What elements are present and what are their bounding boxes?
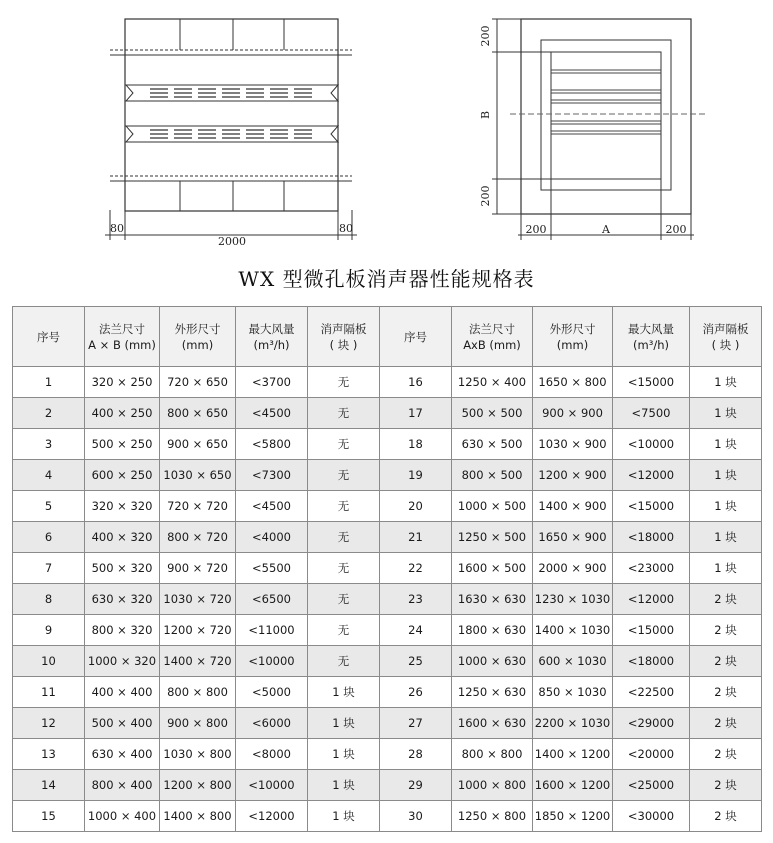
table-cell: 1630 × 630: [452, 584, 533, 615]
table-cell: 4: [13, 460, 85, 491]
table-cell: 2 块: [690, 801, 762, 832]
table-cell: 2 块: [690, 770, 762, 801]
table-cell: 23: [380, 584, 452, 615]
table-cell: 7: [13, 553, 85, 584]
table-cell: 800 × 500: [452, 460, 533, 491]
dim-length: 2000: [218, 235, 246, 248]
table-cell: 1030 × 720: [160, 584, 236, 615]
table-cell: 1400 × 800: [160, 801, 236, 832]
column-header: 最大风量 (m³/h): [236, 307, 308, 367]
table-cell: 850 × 1030: [533, 677, 613, 708]
technical-drawings: [0, 0, 773, 260]
table-cell: 24: [380, 615, 452, 646]
table-cell: 800 × 800: [452, 739, 533, 770]
table-cell: <6500: [236, 584, 308, 615]
table-cell: 29: [380, 770, 452, 801]
table-cell: 1400 × 900: [533, 491, 613, 522]
column-header: 法兰尺寸 AxB (mm): [452, 307, 533, 367]
table-cell: <4500: [236, 398, 308, 429]
table-cell: 1650 × 800: [533, 367, 613, 398]
table-cell: 600 × 1030: [533, 646, 613, 677]
dim-right-frame: 200: [665, 223, 687, 236]
table-cell: 30: [380, 801, 452, 832]
table-cell: 400 × 250: [85, 398, 160, 429]
baffle-bottom: [126, 126, 338, 142]
table-cell: 400 × 320: [85, 522, 160, 553]
table-cell: 1 块: [308, 739, 380, 770]
table-cell: 1250 × 800: [452, 801, 533, 832]
table-cell: 1650 × 900: [533, 522, 613, 553]
table-cell: <6000: [236, 708, 308, 739]
table-cell: <18000: [613, 646, 690, 677]
table-cell: 18: [380, 429, 452, 460]
table-cell: 14: [13, 770, 85, 801]
table-cell: 500 × 400: [85, 708, 160, 739]
table-cell: <29000: [613, 708, 690, 739]
table-cell: 400 × 400: [85, 677, 160, 708]
table-cell: 800 × 720: [160, 522, 236, 553]
table-cell: <8000: [236, 739, 308, 770]
table-cell: 800 × 650: [160, 398, 236, 429]
dim-left-flange: 80: [110, 222, 124, 235]
table-cell: 800 × 800: [160, 677, 236, 708]
table-cell: 1000 × 500: [452, 491, 533, 522]
table-row: [13, 584, 762, 615]
table-body: [13, 367, 762, 832]
table-title: WX 型微孔板消声器性能规格表: [238, 267, 535, 291]
table-cell: 15: [13, 801, 85, 832]
table-cell: <5000: [236, 677, 308, 708]
table-row: [13, 646, 762, 677]
table-cell: 1400 × 720: [160, 646, 236, 677]
table-cell: 1200 × 720: [160, 615, 236, 646]
table-cell: 1 块: [308, 708, 380, 739]
table-cell: 1 块: [690, 522, 762, 553]
table-cell: <15000: [613, 491, 690, 522]
column-header: 序号: [13, 307, 85, 367]
table-cell: 无: [308, 584, 380, 615]
dim-bottom-frame: 200: [479, 185, 492, 207]
baffle-top: [126, 85, 338, 101]
table-cell: 1250 × 500: [452, 522, 533, 553]
table-cell: 720 × 720: [160, 491, 236, 522]
table-row: [13, 460, 762, 491]
table-cell: 800 × 400: [85, 770, 160, 801]
dim-height-b: B: [479, 110, 492, 120]
table-row: [13, 398, 762, 429]
table-row: [13, 801, 762, 832]
table-cell: 1 块: [690, 460, 762, 491]
table-cell: 1 块: [690, 491, 762, 522]
table-cell: 1800 × 630: [452, 615, 533, 646]
table-cell: 2 块: [690, 708, 762, 739]
table-cell: <10000: [236, 770, 308, 801]
table-cell: <12000: [613, 460, 690, 491]
table-row: [13, 739, 762, 770]
table-cell: 2 块: [690, 677, 762, 708]
dim-width-a: A: [602, 223, 610, 236]
table-cell: 2 块: [690, 584, 762, 615]
table-cell: 600 × 250: [85, 460, 160, 491]
table-cell: <15000: [613, 367, 690, 398]
table-cell: 10: [13, 646, 85, 677]
table-row: [13, 429, 762, 460]
table-cell: 13: [13, 739, 85, 770]
table-cell: 2 块: [690, 739, 762, 770]
table-cell: 1 块: [690, 398, 762, 429]
side-view-drawing: [105, 19, 357, 240]
table-cell: 1200 × 900: [533, 460, 613, 491]
table-cell: <12000: [613, 584, 690, 615]
table-cell: 无: [308, 429, 380, 460]
table-cell: <4500: [236, 491, 308, 522]
table-cell: 无: [308, 460, 380, 491]
front-view-drawing: [492, 19, 705, 240]
dim-top-frame: 200: [479, 25, 492, 47]
table-cell: <10000: [613, 429, 690, 460]
table-cell: <30000: [613, 801, 690, 832]
table-cell: 1 块: [308, 677, 380, 708]
table-cell: <7500: [613, 398, 690, 429]
table-cell: 1000 × 320: [85, 646, 160, 677]
table-cell: 1030 × 650: [160, 460, 236, 491]
table-row: [13, 491, 762, 522]
table-cell: 20: [380, 491, 452, 522]
table-cell: 720 × 650: [160, 367, 236, 398]
table-cell: 1400 × 1030: [533, 615, 613, 646]
table-cell: 900 × 800: [160, 708, 236, 739]
table-cell: 21: [380, 522, 452, 553]
table-cell: 28: [380, 739, 452, 770]
table-cell: 无: [308, 646, 380, 677]
table-row: [13, 367, 762, 398]
table-cell: 1230 × 1030: [533, 584, 613, 615]
table-cell: 16: [380, 367, 452, 398]
table-cell: 1600 × 1200: [533, 770, 613, 801]
table-cell: 1000 × 400: [85, 801, 160, 832]
table-cell: 无: [308, 522, 380, 553]
table-cell: 1: [13, 367, 85, 398]
table-cell: 2000 × 900: [533, 553, 613, 584]
table-cell: 320 × 250: [85, 367, 160, 398]
table-cell: 1 块: [690, 553, 762, 584]
table-row: [13, 615, 762, 646]
table-cell: <15000: [613, 615, 690, 646]
table-cell: 500 × 250: [85, 429, 160, 460]
table-cell: 1000 × 800: [452, 770, 533, 801]
table-cell: <20000: [613, 739, 690, 770]
table-cell: 630 × 400: [85, 739, 160, 770]
table-cell: 无: [308, 491, 380, 522]
table-cell: <23000: [613, 553, 690, 584]
table-row: [13, 677, 762, 708]
table-cell: 1600 × 630: [452, 708, 533, 739]
table-cell: 1200 × 800: [160, 770, 236, 801]
table-row: [13, 522, 762, 553]
table-cell: <10000: [236, 646, 308, 677]
table-cell: 1000 × 630: [452, 646, 533, 677]
dim-left-frame: 200: [525, 223, 547, 236]
column-header: 消声隔板 ( 块 ): [308, 307, 380, 367]
table-cell: 800 × 320: [85, 615, 160, 646]
table-cell: 500 × 500: [452, 398, 533, 429]
table-cell: 1 块: [308, 770, 380, 801]
table-cell: 630 × 320: [85, 584, 160, 615]
table-cell: 无: [308, 398, 380, 429]
table-cell: 6: [13, 522, 85, 553]
table-cell: 2: [13, 398, 85, 429]
column-header: 外形尺寸 (mm): [160, 307, 236, 367]
table-cell: 2 块: [690, 646, 762, 677]
table-cell: 无: [308, 367, 380, 398]
table-cell: 8: [13, 584, 85, 615]
table-cell: 900 × 650: [160, 429, 236, 460]
table-cell: 900 × 900: [533, 398, 613, 429]
table-cell: 2200 × 1030: [533, 708, 613, 739]
table-cell: 26: [380, 677, 452, 708]
table-cell: 900 × 720: [160, 553, 236, 584]
table-cell: 9: [13, 615, 85, 646]
table-cell: 1030 × 800: [160, 739, 236, 770]
table-cell: 12: [13, 708, 85, 739]
table-cell: 1850 × 1200: [533, 801, 613, 832]
column-header: 序号: [380, 307, 452, 367]
table-cell: <12000: [236, 801, 308, 832]
table-cell: 1600 × 500: [452, 553, 533, 584]
table-cell: <7300: [236, 460, 308, 491]
table-cell: 630 × 500: [452, 429, 533, 460]
table-cell: 1250 × 400: [452, 367, 533, 398]
table-cell: 1030 × 900: [533, 429, 613, 460]
table-cell: 无: [308, 615, 380, 646]
table-cell: 1400 × 1200: [533, 739, 613, 770]
front-baffle-lines: [551, 70, 661, 134]
table-cell: 25: [380, 646, 452, 677]
table-cell: <25000: [613, 770, 690, 801]
column-header: 法兰尺寸 A × B (mm): [85, 307, 160, 367]
table-cell: 320 × 320: [85, 491, 160, 522]
table-cell: 3: [13, 429, 85, 460]
table-cell: 1250 × 630: [452, 677, 533, 708]
table-cell: <18000: [613, 522, 690, 553]
table-cell: <22500: [613, 677, 690, 708]
table-row: [13, 708, 762, 739]
table-cell: 11: [13, 677, 85, 708]
table-cell: 1 块: [690, 367, 762, 398]
table-cell: 1 块: [690, 429, 762, 460]
table-row: [13, 770, 762, 801]
table-cell: 无: [308, 553, 380, 584]
table-cell: <11000: [236, 615, 308, 646]
table-header-row: [13, 307, 762, 367]
table-cell: 2 块: [690, 615, 762, 646]
table-cell: 500 × 320: [85, 553, 160, 584]
column-header: 外形尺寸 (mm): [533, 307, 613, 367]
table-cell: <5500: [236, 553, 308, 584]
table-cell: 5: [13, 491, 85, 522]
table-cell: <3700: [236, 367, 308, 398]
table-cell: 1 块: [308, 801, 380, 832]
table-row: [13, 553, 762, 584]
table-cell: 22: [380, 553, 452, 584]
table-cell: 17: [380, 398, 452, 429]
column-header: 消声隔板 ( 块 ): [690, 307, 762, 367]
spec-table: [12, 306, 762, 832]
table-cell: <4000: [236, 522, 308, 553]
dim-right-flange: 80: [339, 222, 353, 235]
column-header: 最大风量 (m³/h): [613, 307, 690, 367]
table-cell: 19: [380, 460, 452, 491]
table-cell: 27: [380, 708, 452, 739]
table-cell: <5800: [236, 429, 308, 460]
